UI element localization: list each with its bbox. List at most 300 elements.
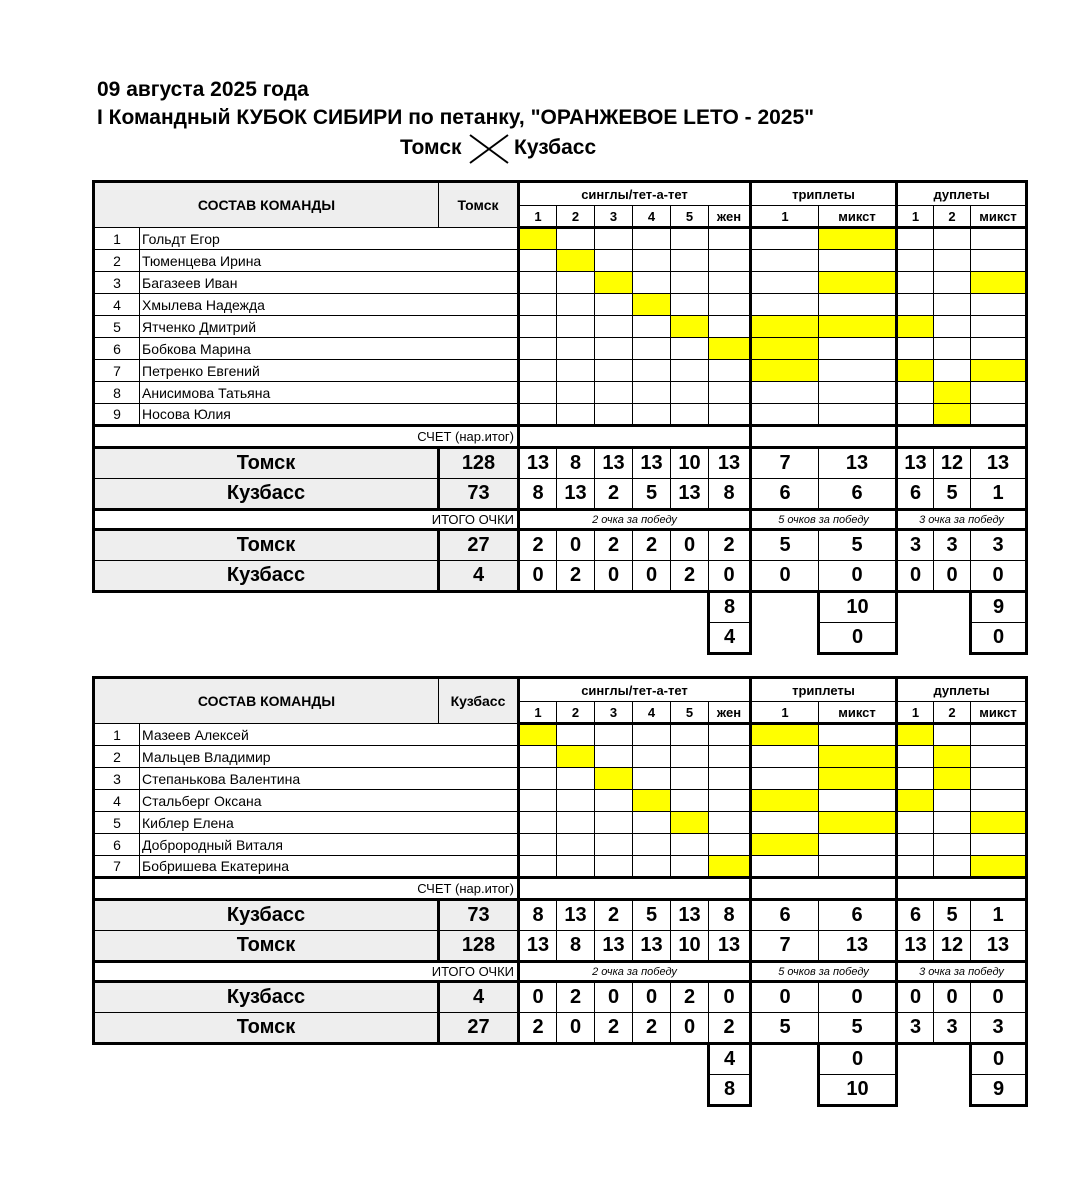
game-score: 13: [595, 448, 633, 479]
game-score: 13: [897, 931, 934, 962]
empty-cell: [819, 382, 897, 404]
empty-cell: [897, 746, 934, 768]
points-total: 27: [439, 1013, 519, 1044]
empty-cell: [709, 228, 751, 250]
game-points: 0: [519, 982, 557, 1013]
doubles-header: дуплеты: [897, 182, 1027, 206]
empty-cell: [897, 856, 934, 878]
game-points: 2: [519, 530, 557, 561]
column-label: 1: [751, 206, 819, 228]
team1-name: Томск: [400, 136, 462, 159]
game-score: 8: [709, 900, 751, 931]
participation-mark: [971, 856, 1027, 878]
participation-mark: [934, 382, 971, 404]
game-score: 13: [709, 931, 751, 962]
blank-cell: [897, 878, 1027, 900]
player-number: 5: [94, 812, 140, 834]
participation-mark: [751, 834, 819, 856]
empty-cell: [633, 724, 671, 746]
participation-mark: [934, 404, 971, 426]
triples-points-note: 5 очков за победу: [751, 510, 897, 530]
participation-mark: [557, 250, 595, 272]
empty-cell: [519, 856, 557, 878]
empty-cell: [897, 294, 934, 316]
game-score: 6: [751, 900, 819, 931]
player-row: [94, 228, 1027, 250]
column-label: 2: [557, 206, 595, 228]
blank-cell: [897, 623, 971, 654]
empty-cell: [595, 294, 633, 316]
empty-cell: [557, 228, 595, 250]
game-score: 5: [633, 479, 671, 510]
singles-header: синглы/тет-а-тет: [519, 678, 751, 702]
game-score: 5: [934, 900, 971, 931]
empty-cell: [671, 228, 709, 250]
empty-cell: [557, 338, 595, 360]
points-total: 4: [439, 561, 519, 592]
participation-mark: [709, 856, 751, 878]
points-total: 4: [439, 982, 519, 1013]
player-row: [94, 790, 1027, 812]
player-row: [94, 338, 1027, 360]
participation-mark: [897, 360, 934, 382]
empty-cell: [671, 790, 709, 812]
game-points: 0: [671, 530, 709, 561]
blank-cell: [94, 1075, 709, 1106]
game-points: 2: [519, 1013, 557, 1044]
team-column-header: Кузбасс: [439, 678, 519, 724]
game-score: 8: [709, 479, 751, 510]
versus-cross-icon: [468, 134, 510, 164]
participation-mark: [751, 316, 819, 338]
empty-cell: [633, 834, 671, 856]
empty-cell: [557, 382, 595, 404]
game-score: 13: [633, 931, 671, 962]
column-label: 1: [897, 206, 934, 228]
player-number: 2: [94, 250, 140, 272]
blank-cell: [519, 426, 751, 448]
empty-cell: [897, 404, 934, 426]
blank-cell: [751, 1075, 819, 1106]
singles-points-note: 2 очка за победу: [519, 510, 751, 530]
empty-cell: [934, 790, 971, 812]
empty-cell: [971, 724, 1027, 746]
game-score: 13: [519, 448, 557, 479]
game-score: 7: [751, 931, 819, 962]
player-name: Бобришева Екатерина: [140, 856, 519, 878]
empty-cell: [633, 360, 671, 382]
game-score: 13: [897, 448, 934, 479]
game-points: 0: [751, 561, 819, 592]
empty-cell: [519, 360, 557, 382]
player-name: Багазеев Иван: [140, 272, 519, 294]
participation-mark: [633, 294, 671, 316]
empty-cell: [934, 360, 971, 382]
empty-cell: [557, 272, 595, 294]
empty-cell: [971, 746, 1027, 768]
empty-cell: [519, 338, 557, 360]
game-score: 13: [557, 900, 595, 931]
empty-cell: [709, 272, 751, 294]
empty-cell: [519, 272, 557, 294]
game-score: 8: [557, 448, 595, 479]
participation-mark: [557, 746, 595, 768]
empty-cell: [633, 382, 671, 404]
team-column-header: Томск: [439, 182, 519, 228]
player-number: 6: [94, 338, 140, 360]
game-points: 0: [519, 561, 557, 592]
participation-mark: [819, 316, 897, 338]
game-points: 5: [819, 530, 897, 561]
points-team-name: Томск: [94, 1013, 439, 1044]
game-score: 13: [671, 479, 709, 510]
singles-points-note: 2 очка за победу: [519, 962, 751, 982]
total-points-label: ИТОГО ОЧКИ: [94, 510, 519, 530]
player-name: Гольдт Егор: [140, 228, 519, 250]
empty-cell: [934, 812, 971, 834]
empty-cell: [934, 724, 971, 746]
empty-cell: [633, 856, 671, 878]
empty-cell: [671, 746, 709, 768]
empty-cell: [633, 316, 671, 338]
game-points: 3: [971, 1013, 1027, 1044]
player-row: [94, 294, 1027, 316]
empty-cell: [897, 250, 934, 272]
empty-cell: [519, 294, 557, 316]
column-label: 3: [595, 206, 633, 228]
player-number: 4: [94, 294, 140, 316]
empty-cell: [709, 294, 751, 316]
game-points: 2: [633, 1013, 671, 1044]
player-row: [94, 360, 1027, 382]
player-row: [94, 272, 1027, 294]
empty-cell: [557, 316, 595, 338]
doubles-subtotal: 0: [971, 623, 1027, 654]
participation-mark: [897, 790, 934, 812]
participation-mark: [819, 272, 897, 294]
empty-cell: [595, 338, 633, 360]
player-number: 7: [94, 360, 140, 382]
event-date: 09 августа 2025 года: [97, 78, 309, 101]
empty-cell: [819, 790, 897, 812]
participation-mark: [819, 746, 897, 768]
empty-cell: [751, 404, 819, 426]
empty-cell: [819, 404, 897, 426]
empty-cell: [934, 294, 971, 316]
empty-cell: [595, 382, 633, 404]
game-score: 13: [633, 448, 671, 479]
game-score: 10: [671, 931, 709, 962]
empty-cell: [595, 360, 633, 382]
empty-cell: [897, 272, 934, 294]
empty-cell: [671, 250, 709, 272]
empty-cell: [633, 746, 671, 768]
empty-cell: [557, 812, 595, 834]
participation-mark: [971, 272, 1027, 294]
empty-cell: [709, 812, 751, 834]
blank-cell: [751, 426, 897, 448]
empty-cell: [971, 316, 1027, 338]
participation-mark: [519, 724, 557, 746]
participation-mark: [633, 790, 671, 812]
game-score: 5: [934, 479, 971, 510]
game-points: 0: [595, 561, 633, 592]
game-points: 2: [671, 561, 709, 592]
player-row: [94, 250, 1027, 272]
column-label: 1: [519, 206, 557, 228]
blank-cell: [897, 1044, 971, 1075]
game-score: 13: [819, 448, 897, 479]
empty-cell: [519, 250, 557, 272]
empty-cell: [751, 250, 819, 272]
empty-cell: [751, 812, 819, 834]
empty-cell: [897, 338, 934, 360]
game-points: 0: [633, 561, 671, 592]
game-points: 5: [751, 530, 819, 561]
empty-cell: [671, 294, 709, 316]
empty-cell: [633, 272, 671, 294]
player-number: 7: [94, 856, 140, 878]
empty-cell: [819, 360, 897, 382]
player-number: 3: [94, 768, 140, 790]
empty-cell: [751, 856, 819, 878]
empty-cell: [971, 404, 1027, 426]
game-score: 2: [595, 900, 633, 931]
empty-cell: [897, 768, 934, 790]
empty-cell: [934, 316, 971, 338]
column-label: микст: [819, 702, 897, 724]
singles-subtotal: 8: [709, 1075, 751, 1106]
empty-cell: [519, 316, 557, 338]
empty-cell: [671, 272, 709, 294]
doubles-header: дуплеты: [897, 678, 1027, 702]
team-composition-header: СОСТАВ КОМАНДЫ: [94, 182, 439, 228]
score-label: СЧЕТ (нар.итог): [94, 878, 519, 900]
empty-cell: [934, 856, 971, 878]
empty-cell: [595, 812, 633, 834]
column-label: 2: [934, 702, 971, 724]
game-score: 13: [519, 931, 557, 962]
empty-cell: [595, 746, 633, 768]
participation-mark: [671, 812, 709, 834]
doubles-subtotal: 9: [971, 1075, 1027, 1106]
game-points: 0: [709, 561, 751, 592]
empty-cell: [557, 404, 595, 426]
blank-cell: [897, 1075, 971, 1106]
column-label: жен: [709, 702, 751, 724]
empty-cell: [595, 404, 633, 426]
score-label: СЧЕТ (нар.итог): [94, 426, 519, 448]
game-points: 2: [595, 530, 633, 561]
game-points: 0: [934, 982, 971, 1013]
document-header: [97, 76, 814, 132]
participation-mark: [751, 360, 819, 382]
player-row: [94, 856, 1027, 878]
empty-cell: [595, 724, 633, 746]
player-name: Стальберг Оксана: [140, 790, 519, 812]
empty-cell: [519, 812, 557, 834]
match-teams: [400, 134, 600, 166]
game-points: 0: [819, 561, 897, 592]
game-points: 0: [709, 982, 751, 1013]
column-label: 5: [671, 206, 709, 228]
empty-cell: [819, 294, 897, 316]
empty-cell: [671, 338, 709, 360]
total-points-label: ИТОГО ОЧКИ: [94, 962, 519, 982]
empty-cell: [709, 250, 751, 272]
empty-cell: [751, 228, 819, 250]
game-points: 2: [595, 1013, 633, 1044]
participation-mark: [819, 768, 897, 790]
empty-cell: [971, 294, 1027, 316]
player-number: 6: [94, 834, 140, 856]
empty-cell: [557, 856, 595, 878]
participation-mark: [819, 812, 897, 834]
empty-cell: [709, 746, 751, 768]
column-label: микст: [819, 206, 897, 228]
blank-cell: [94, 592, 709, 623]
game-points: 2: [557, 561, 595, 592]
triples-header: триплеты: [751, 182, 897, 206]
game-score: 13: [709, 448, 751, 479]
game-score: 1: [971, 900, 1027, 931]
game-score: 13: [557, 479, 595, 510]
score-table-2: [92, 676, 1028, 1107]
empty-cell: [557, 724, 595, 746]
empty-cell: [519, 404, 557, 426]
column-label: 4: [633, 702, 671, 724]
player-row: [94, 316, 1027, 338]
game-points: 3: [897, 530, 934, 561]
doubles-points-note: 3 очка за победу: [897, 510, 1027, 530]
triples-subtotal: 0: [819, 1044, 897, 1075]
player-number: 2: [94, 746, 140, 768]
game-points: 3: [897, 1013, 934, 1044]
participation-mark: [897, 724, 934, 746]
empty-cell: [595, 316, 633, 338]
empty-cell: [557, 834, 595, 856]
empty-cell: [633, 768, 671, 790]
empty-cell: [709, 382, 751, 404]
player-name: Ятченко Дмитрий: [140, 316, 519, 338]
game-score: 10: [671, 448, 709, 479]
blank-cell: [897, 426, 1027, 448]
game-points: 0: [971, 561, 1027, 592]
doubles-points-note: 3 очка за победу: [897, 962, 1027, 982]
empty-cell: [519, 382, 557, 404]
score-table-1: [92, 180, 1028, 655]
empty-cell: [633, 250, 671, 272]
singles-subtotal: 8: [709, 592, 751, 623]
score-team-name: Томск: [94, 931, 439, 962]
empty-cell: [971, 338, 1027, 360]
game-points: 2: [709, 530, 751, 561]
empty-cell: [671, 834, 709, 856]
score-total: 128: [439, 448, 519, 479]
player-row: [94, 768, 1027, 790]
player-name: Бобкова Марина: [140, 338, 519, 360]
column-label: 3: [595, 702, 633, 724]
player-name: Петренко Евгений: [140, 360, 519, 382]
empty-cell: [709, 316, 751, 338]
game-score: 13: [595, 931, 633, 962]
empty-cell: [671, 404, 709, 426]
player-number: 1: [94, 228, 140, 250]
player-name: Мальцев Владимир: [140, 746, 519, 768]
player-name: Степанькова Валентина: [140, 768, 519, 790]
player-row: [94, 382, 1027, 404]
game-score: 8: [557, 931, 595, 962]
participation-mark: [519, 228, 557, 250]
game-points: 3: [934, 530, 971, 561]
player-number: 8: [94, 382, 140, 404]
participation-mark: [897, 316, 934, 338]
game-points: 0: [557, 530, 595, 561]
empty-cell: [633, 812, 671, 834]
game-points: 3: [971, 530, 1027, 561]
empty-cell: [971, 250, 1027, 272]
empty-cell: [897, 812, 934, 834]
game-score: 6: [897, 479, 934, 510]
participation-mark: [751, 790, 819, 812]
empty-cell: [897, 834, 934, 856]
player-number: 1: [94, 724, 140, 746]
empty-cell: [519, 834, 557, 856]
game-points: 0: [633, 982, 671, 1013]
empty-cell: [971, 382, 1027, 404]
participation-mark: [595, 768, 633, 790]
player-row: [94, 746, 1027, 768]
participation-mark: [819, 228, 897, 250]
empty-cell: [671, 360, 709, 382]
game-points: 0: [934, 561, 971, 592]
game-points: 0: [897, 982, 934, 1013]
empty-cell: [557, 294, 595, 316]
empty-cell: [709, 790, 751, 812]
player-number: 4: [94, 790, 140, 812]
empty-cell: [595, 250, 633, 272]
points-team-name: Кузбасс: [94, 561, 439, 592]
empty-cell: [819, 724, 897, 746]
game-score: 6: [751, 479, 819, 510]
column-label: 1: [897, 702, 934, 724]
game-score: 5: [633, 900, 671, 931]
empty-cell: [709, 724, 751, 746]
player-name: Носова Юлия: [140, 404, 519, 426]
column-label: 1: [751, 702, 819, 724]
player-number: 3: [94, 272, 140, 294]
doubles-subtotal: 9: [971, 592, 1027, 623]
participation-mark: [971, 812, 1027, 834]
empty-cell: [557, 360, 595, 382]
empty-cell: [671, 856, 709, 878]
empty-cell: [633, 228, 671, 250]
player-number: 5: [94, 316, 140, 338]
empty-cell: [819, 834, 897, 856]
player-name: Доброродный Виталя: [140, 834, 519, 856]
game-score: 6: [819, 900, 897, 931]
empty-cell: [971, 790, 1027, 812]
player-number: 9: [94, 404, 140, 426]
doubles-subtotal: 0: [971, 1044, 1027, 1075]
player-name: Хмылева Надежда: [140, 294, 519, 316]
empty-cell: [557, 790, 595, 812]
empty-cell: [934, 250, 971, 272]
empty-cell: [709, 768, 751, 790]
score-team-name: Кузбасс: [94, 479, 439, 510]
empty-cell: [595, 856, 633, 878]
empty-cell: [751, 746, 819, 768]
